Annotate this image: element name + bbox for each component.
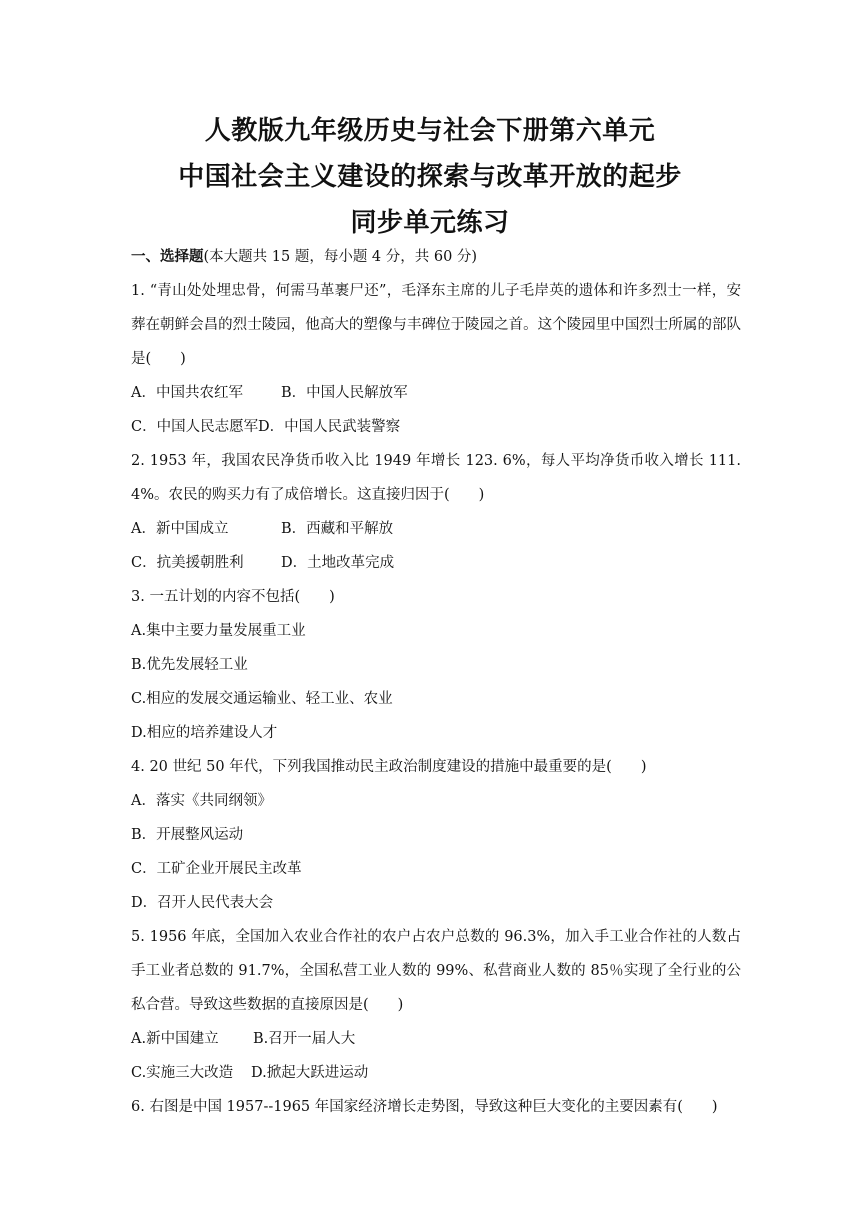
question-4-option-c: C．工矿企业开展民主改革 [131, 861, 302, 877]
question-2-option-a: A．新中国成立 [131, 521, 229, 537]
section-heading [131, 240, 741, 274]
title-line-1: 人教版九年级历史与社会下册第六单元 [204, 116, 656, 146]
question-3-option-c: C.相应的发展交通运输业、轻工业、农业 [131, 691, 393, 707]
question-5-option-b: B.召开一届人大 [253, 1031, 356, 1047]
question-5-option-c: C.实施三大改造 [131, 1065, 234, 1081]
section-label: 一、选择题 [131, 249, 204, 265]
question-4-option-a: A．落实《共同纲领》 [131, 793, 272, 809]
question-3-text: 3. 一五计划的内容不包括( ) [131, 589, 335, 605]
question-4-option-b: B．开展整风运动 [131, 827, 244, 843]
question-1-options-row-1 [131, 376, 741, 410]
question-2-option-c: C．抗美援朝胜利 [131, 555, 244, 571]
question-2-option-b: B．西藏和平解放 [281, 521, 394, 537]
question-5-options-row-2 [131, 1056, 741, 1090]
question-2-options-row-2 [131, 546, 741, 580]
question-3-option-b: B.优先发展轻工业 [131, 657, 248, 673]
section-note: (本大题共 15 题，每小题 4 分，共 60 分) [203, 249, 478, 265]
document-body [131, 240, 741, 1124]
question-1-option-c: C．中国人民志愿军 [131, 419, 259, 435]
title-line-2: 中国社会主义建设的探索与改革开放的起步 [178, 162, 682, 192]
question-1-options-row-2 [131, 410, 741, 444]
question-5-option-d: D.掀起大跃进运动 [251, 1065, 369, 1081]
title-line-3: 同步单元练习 [350, 208, 510, 238]
question-5-option-a: A.新中国建立 [131, 1031, 219, 1047]
question-3-option-a: A.集中主要力量发展重工业 [131, 623, 306, 639]
question-1-text: 1. “青山处处埋忠骨，何需马革裹尸还”，毛泽东主席的儿子毛岸英的遗体和许多烈士一样，安葬在朝鲜会昌的烈士陵园，他高大的塑像与丰碑位于陵园之首。这个陵园里中国烈士所属的部队是( ) [131, 283, 741, 367]
question-4-option-d: D．召开人民代表大会 [131, 895, 274, 911]
question-1-option-d: D．中国人民武装警察 [258, 419, 401, 435]
question-4-text: 4. 20 世纪 50 年代，下列我国推动民主政治制度建设的措施中最重要的是( ) [131, 759, 647, 775]
document-title [0, 108, 860, 246]
question-2-option-d: D．土地改革完成 [281, 555, 395, 571]
question-1-option-a: A．中国共农红军 [131, 385, 243, 401]
question-2-options-row-1 [131, 512, 741, 546]
question-1-option-b: B．中国人民解放军 [281, 385, 408, 401]
question-5-options-row-1 [131, 1022, 741, 1056]
question-2-text: 2. 1953 年，我国农民净货币收入比 1949 年增长 123. 6%，每人平均净货币收入增长 111. 4%。农民的购买力有了成倍增长。这直接归因于( ) [131, 453, 741, 503]
question-3-option-d: D.相应的培养建设人才 [131, 725, 278, 741]
question-5-text: 5. 1956 年底，全国加入农业合作社的农户占农户总数的 96.3%，加入手工业合作社的人数占手工业者总数的 91.7%，全国私营工业人数的 99%、私营商业人数的 85％实现了全行业的公私合营。导致这些数据的直接原因是( ) [131, 929, 741, 1013]
question-6-text: 6. 右图是中国 1957--1965 年国家经济增长走势图，导致这种巨大变化的主要因素有( ) [131, 1099, 718, 1115]
